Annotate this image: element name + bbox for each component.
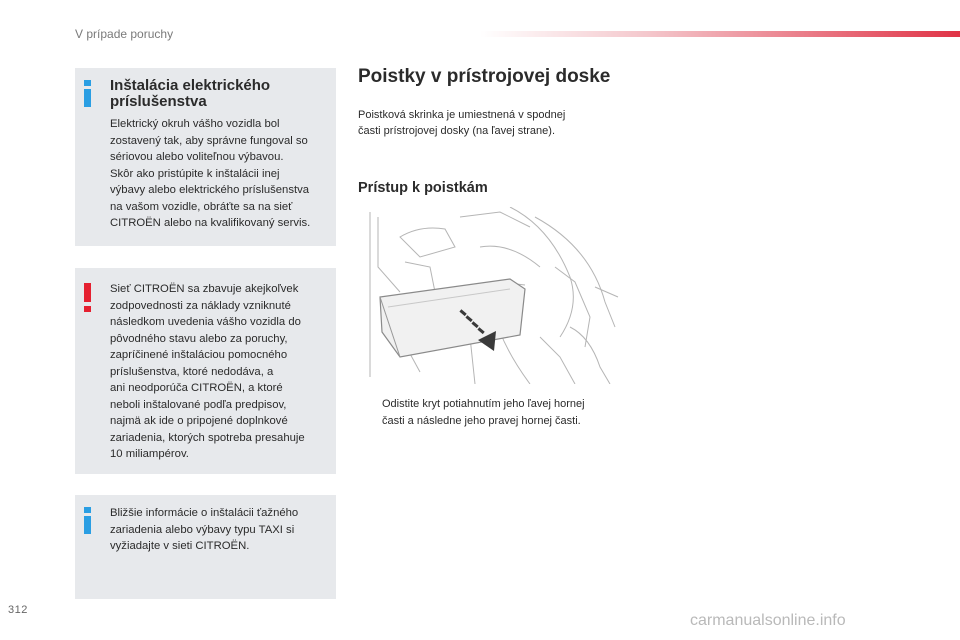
info-box-towing bbox=[75, 495, 336, 599]
page-number: 312 bbox=[8, 604, 28, 616]
step-text: Odistite kryt potiahnutím jeho ľavej hornej časti a následne jeho pravej hornej časti. bbox=[382, 398, 585, 427]
intro-text: Poistková skrinka je umiestnená v spodnej časti prístrojovej dosky (na ľavej strane). bbox=[358, 109, 566, 137]
warning-box-liability bbox=[75, 268, 336, 474]
header-accent-bar bbox=[480, 31, 960, 37]
info-box-title: Inštalácia elektrického príslušenstva bbox=[110, 77, 271, 110]
info-box-electrical-accessories bbox=[75, 68, 336, 246]
section-subtitle: Prístup k poistkám bbox=[358, 180, 488, 196]
info-box-text: Elektrický okruh vášho vozidla bol zostavený tak, aby správne fungoval so sériovou alebo voliteľnou výbavou. Skôr ako pristúpite k inštalácii inej výbavy alebo elektrického príslušenstva na vašom vozidle, obráťte sa na sieť CITROËN alebo na kvalifikovaný servis. bbox=[110, 118, 311, 229]
section-title: V prípade poruchy bbox=[75, 27, 174, 41]
fuse-box-illustration bbox=[360, 207, 620, 384]
page-title: Poistky v prístrojovej doske bbox=[358, 66, 611, 87]
info-box-towing-text: Bližšie informácie o inštalácii ťažného zariadenia alebo výbavy typu TAXI si vyžiadajte v sieti CITROËN. bbox=[110, 507, 299, 552]
watermark: carmanualsonline.info bbox=[690, 612, 846, 629]
warning-box-text: Sieť CITROËN sa zbavuje akejkoľvek zodpovednosti za náklady vzniknuté následkom uvedenia vášho vozidla do pôvodného stavu alebo za poruchy, zapríčinené inštaláciou pomocného príslušenstva, ktoré nedodáva, a ani neodporúča CITROËN, a ktoré neboli inštalované podľa predpisov, najmä ak ide o pripojené doplnkové zariadenia, ktorých spotreba presahuje 10 miliampérov. bbox=[110, 283, 305, 460]
